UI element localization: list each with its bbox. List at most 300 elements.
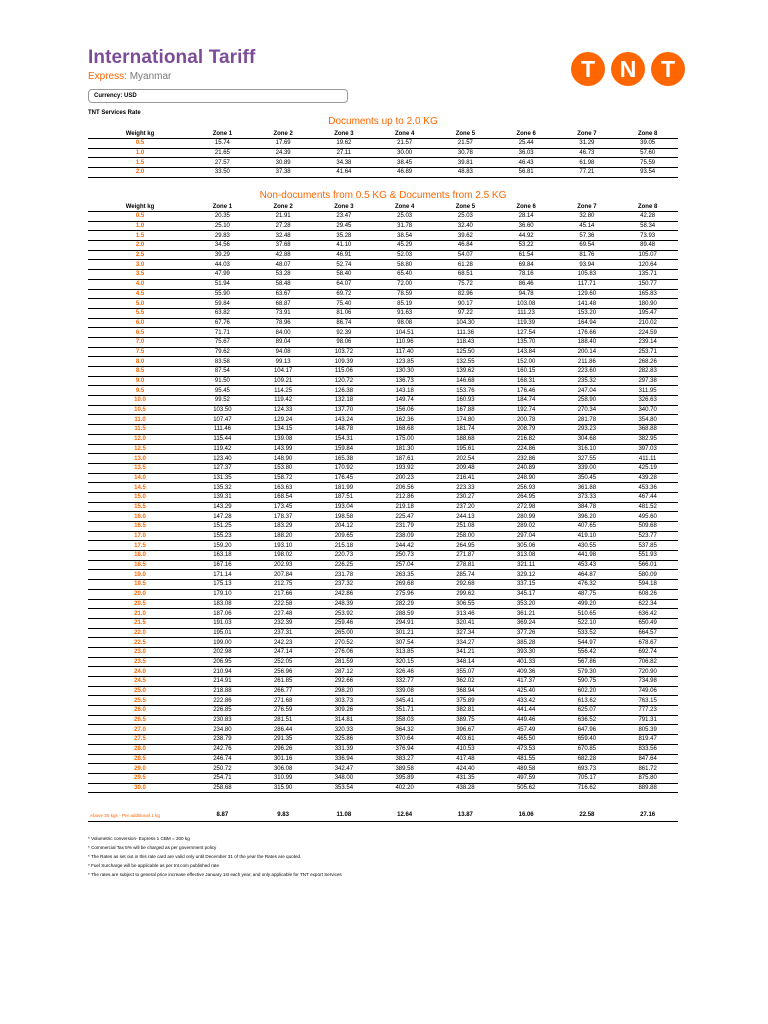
rate-cell: 42.28 — [617, 212, 678, 222]
rate-cell: 433.42 — [496, 696, 557, 706]
rate-cell: 104.17 — [253, 367, 314, 377]
rate-cell: 281.51 — [253, 715, 314, 725]
rate-cell: 389.75 — [435, 715, 496, 725]
logo-letter-n: N — [611, 52, 645, 86]
weight-cell: 11.5 — [88, 425, 192, 435]
weight-cell: 25.0 — [88, 686, 192, 696]
rate-cell: 163.18 — [192, 551, 253, 561]
rate-cell: 45.29 — [374, 241, 435, 251]
weight-cell: 1.0 — [88, 148, 192, 158]
rate-cell: 75.40 — [314, 299, 375, 309]
rate-cell: 247.14 — [253, 647, 314, 657]
rate-cell: 523.77 — [617, 531, 678, 541]
weight-cell: 28.0 — [88, 744, 192, 754]
rate-cell: 223.33 — [435, 483, 496, 493]
rate-cell: 132.18 — [314, 396, 375, 406]
rate-cell: 409.36 — [496, 667, 557, 677]
tnt-logo — [571, 52, 691, 86]
rate-cell: 20.35 — [192, 212, 253, 222]
rate-cell: 579.30 — [557, 667, 618, 677]
rate-cell: 231.79 — [374, 522, 435, 532]
rate-cell: 342.47 — [314, 764, 375, 774]
table-row — [88, 551, 678, 561]
weight-cell: 10.5 — [88, 405, 192, 415]
rate-cell: 819.47 — [617, 735, 678, 745]
rate-cell: 225.47 — [374, 512, 435, 522]
rate-cell: 510.65 — [557, 609, 618, 619]
rate-cell: 137.70 — [314, 405, 375, 415]
table-row — [88, 531, 678, 541]
rate-cell: 556.42 — [557, 647, 618, 657]
rate-cell: 307.54 — [374, 638, 435, 648]
rate-cell: 212.86 — [374, 492, 435, 502]
note-item: * Fuel Surcharge will be applicable as per tnt.com published rate — [88, 863, 219, 869]
table-row — [88, 609, 678, 619]
rate-cell: 348.14 — [435, 657, 496, 667]
weight-cell: 12.0 — [88, 434, 192, 444]
weight-cell: 16.5 — [88, 522, 192, 532]
rate-cell: 150.77 — [617, 279, 678, 289]
rate-cell: 191.03 — [192, 618, 253, 628]
weight-header: Weight kg — [88, 203, 192, 212]
rate-cell: 52.74 — [314, 260, 375, 270]
rate-cell: 153.20 — [557, 308, 618, 318]
rate-cell: 467.44 — [617, 492, 678, 502]
rate-cell: 315.90 — [253, 783, 314, 793]
rate-cell: 509.68 — [617, 522, 678, 532]
rate-cell: 206.56 — [374, 483, 435, 493]
rate-cell: 135.71 — [617, 270, 678, 280]
non-documents-rate-table — [88, 203, 678, 793]
rate-cell: 625.07 — [557, 706, 618, 716]
rate-cell: 34.38 — [314, 158, 375, 168]
rate-cell: 90.17 — [435, 299, 496, 309]
rate-cell: 93.54 — [617, 168, 678, 178]
rate-cell: 299.62 — [435, 589, 496, 599]
weight-cell: 1.5 — [88, 158, 192, 168]
weight-cell: 29.5 — [88, 773, 192, 783]
rate-cell: 336.94 — [314, 754, 375, 764]
rate-cell: 183.08 — [192, 599, 253, 609]
rate-cell: 23.47 — [314, 212, 375, 222]
rate-cell: 37.68 — [253, 241, 314, 251]
rate-cell: 83.58 — [192, 357, 253, 367]
rate-cell: 209.48 — [435, 463, 496, 473]
rate-cell: 77.21 — [557, 168, 618, 178]
table-row — [88, 628, 678, 638]
rate-cell: 242.86 — [314, 589, 375, 599]
rate-cell: 86.46 — [496, 279, 557, 289]
rate-cell: 297.04 — [496, 531, 557, 541]
rate-cell: 351.71 — [374, 706, 435, 716]
rate-cell: 311.95 — [617, 386, 678, 396]
rate-cell: 224.59 — [617, 328, 678, 338]
weight-cell: 6.0 — [88, 318, 192, 328]
weight-cell: 2.5 — [88, 250, 192, 260]
rate-cell: 78.96 — [253, 318, 314, 328]
rate-cell: 32.80 — [557, 212, 618, 222]
rate-cell: 21.91 — [253, 212, 314, 222]
rate-cell: 481.52 — [617, 502, 678, 512]
subtitle-value: Myanmar — [129, 71, 172, 82]
note-item: * Volumetric conversion- Express 1 CBM = 200 kg — [88, 836, 190, 841]
rate-cell: 332.77 — [374, 677, 435, 687]
rate-cell: 94.78 — [496, 289, 557, 299]
rate-cell: 271.87 — [435, 551, 496, 561]
rate-cell: 72.00 — [374, 279, 435, 289]
rate-cell: 57.36 — [557, 231, 618, 241]
rate-cell: 46.43 — [496, 158, 557, 168]
rate-cell: 636.52 — [557, 715, 618, 725]
rate-cell: 353.54 — [314, 783, 375, 793]
weight-cell: 23.5 — [88, 657, 192, 667]
rate-cell: 368.94 — [435, 686, 496, 696]
rate-cell: 320.41 — [435, 618, 496, 628]
weight-cell: 6.5 — [88, 328, 192, 338]
rate-cell: 382.95 — [617, 434, 678, 444]
rate-cell: 339.00 — [557, 463, 618, 473]
rate-cell: 36.03 — [496, 148, 557, 158]
rate-cell: 29.45 — [314, 221, 375, 231]
rate-cell: 68.51 — [435, 270, 496, 280]
rate-cell: 73.93 — [617, 231, 678, 241]
rate-cell: 184.74 — [496, 396, 557, 406]
rate-cell: 232.86 — [496, 454, 557, 464]
rate-cell: 305.06 — [496, 541, 557, 551]
rate-cell: 28.14 — [496, 212, 557, 222]
rate-cell: 261.85 — [253, 677, 314, 687]
rate-cell: 195.01 — [192, 628, 253, 638]
rate-cell: 282.29 — [374, 599, 435, 609]
zone-header-5: Zone 5 — [435, 130, 496, 139]
non-documents-title: Non-documents from 0.5 KG & Documents from 2.5 KG — [259, 190, 507, 201]
rate-cell: 146.68 — [435, 376, 496, 386]
weight-cell: 7.0 — [88, 337, 192, 347]
weight-cell: 0.5 — [88, 139, 192, 149]
rate-cell: 417.48 — [435, 754, 496, 764]
rate-cell: 227.48 — [253, 609, 314, 619]
rate-cell: 327.55 — [557, 454, 618, 464]
rate-cell: 46.84 — [435, 241, 496, 251]
above-30kg-value: 8.87 — [216, 812, 229, 818]
rate-cell: 242.76 — [192, 744, 253, 754]
rate-cell: 78.16 — [496, 270, 557, 280]
rate-cell: 282.83 — [617, 367, 678, 377]
table-row — [88, 725, 678, 735]
rate-cell: 58.80 — [374, 260, 435, 270]
logo-letter-t2: T — [651, 52, 685, 86]
rate-cell: 165.38 — [314, 454, 375, 464]
rate-cell: 86.74 — [314, 318, 375, 328]
rate-cell: 25.10 — [192, 221, 253, 231]
rate-cell: 192.74 — [496, 405, 557, 415]
rate-cell: 207.84 — [253, 570, 314, 580]
weight-cell: 1.0 — [88, 221, 192, 231]
rate-cell: 377.26 — [496, 628, 557, 638]
rate-cell: 301.16 — [253, 754, 314, 764]
rate-cell: 159.20 — [192, 541, 253, 551]
rate-cell: 402.20 — [374, 783, 435, 793]
rate-cell: 464.87 — [557, 570, 618, 580]
weight-cell: 8.0 — [88, 357, 192, 367]
table-row — [88, 647, 678, 657]
rate-cell: 244.13 — [435, 512, 496, 522]
rate-cell: 200.78 — [496, 415, 557, 425]
rate-cell: 304.68 — [557, 434, 618, 444]
rate-cell: 417.37 — [496, 677, 557, 687]
rate-cell: 129.60 — [557, 289, 618, 299]
rate-cell: 48.07 — [253, 260, 314, 270]
weight-cell: 30.0 — [88, 783, 192, 793]
weight-cell: 0.5 — [88, 212, 192, 222]
rate-cell: 763.15 — [617, 696, 678, 706]
rate-cell: 256.93 — [496, 483, 557, 493]
rate-cell: 34.56 — [192, 241, 253, 251]
above-30kg-value: 27.16 — [640, 812, 656, 818]
rate-cell: 749.06 — [617, 686, 678, 696]
rate-cell: 275.96 — [374, 589, 435, 599]
rate-cell: 833.56 — [617, 744, 678, 754]
table-row — [88, 158, 678, 168]
rate-cell: 204.12 — [314, 522, 375, 532]
rate-cell: 453.36 — [617, 483, 678, 493]
rate-cell: 195.47 — [617, 308, 678, 318]
rate-cell: 217.66 — [253, 589, 314, 599]
rate-cell: 476.32 — [557, 580, 618, 590]
rate-cell: 69.54 — [557, 241, 618, 251]
rate-cell: 147.28 — [192, 512, 253, 522]
rate-cell: 174.80 — [435, 415, 496, 425]
rate-cell: 258.68 — [192, 783, 253, 793]
table-row — [88, 386, 678, 396]
rate-cell: 135.70 — [496, 337, 557, 347]
rate-cell: 218.88 — [192, 686, 253, 696]
rate-cell: 53.28 — [253, 270, 314, 280]
rate-cell: 268.26 — [617, 357, 678, 367]
rate-cell: 58.48 — [253, 279, 314, 289]
rate-cell: 716.62 — [557, 783, 618, 793]
rate-cell: 889.88 — [617, 783, 678, 793]
rate-cell: 264.95 — [496, 492, 557, 502]
rate-cell: 355.07 — [435, 667, 496, 677]
rate-cell: 348.00 — [314, 773, 375, 783]
rate-cell: 350.45 — [557, 473, 618, 483]
rate-cell: 176.45 — [314, 473, 375, 483]
rate-cell: 37.38 — [253, 168, 314, 178]
rate-cell: 237.20 — [435, 502, 496, 512]
rate-cell: 240.89 — [496, 463, 557, 473]
table-row — [88, 415, 678, 425]
rate-cell: 320.15 — [374, 657, 435, 667]
rate-cell: 168.31 — [496, 376, 557, 386]
rate-cell: 152.00 — [496, 357, 557, 367]
table-row — [88, 522, 678, 532]
rate-cell: 117.40 — [374, 347, 435, 357]
rate-cell: 180.90 — [617, 299, 678, 309]
table-row — [88, 754, 678, 764]
rate-cell: 237.32 — [314, 580, 375, 590]
rate-cell: 39.62 — [435, 231, 496, 241]
rate-cell: 325.86 — [314, 735, 375, 745]
rate-cell: 340.70 — [617, 405, 678, 415]
rate-cell: 139.08 — [253, 434, 314, 444]
rate-cell: 230.27 — [435, 492, 496, 502]
rate-cell: 193.04 — [314, 502, 375, 512]
rate-cell: 316.10 — [557, 444, 618, 454]
table-row — [88, 560, 678, 570]
rate-cell: 246.74 — [192, 754, 253, 764]
rate-cell: 441.98 — [557, 551, 618, 561]
rate-cell: 149.74 — [374, 396, 435, 406]
rate-cell: 30.00 — [374, 148, 435, 158]
rate-cell: 168.54 — [253, 492, 314, 502]
rate-cell: 407.65 — [557, 522, 618, 532]
rate-cell: 103.50 — [192, 405, 253, 415]
rate-cell: 179.10 — [192, 589, 253, 599]
weight-cell: 20.0 — [88, 589, 192, 599]
rate-cell: 105.07 — [617, 250, 678, 260]
rate-cell: 269.68 — [374, 580, 435, 590]
table-row — [88, 715, 678, 725]
rate-cell: 288.59 — [374, 609, 435, 619]
rate-cell: 361.88 — [557, 483, 618, 493]
rate-cell: 395.89 — [374, 773, 435, 783]
rate-cell: 67.76 — [192, 318, 253, 328]
above-30kg-value: 11.08 — [336, 812, 352, 818]
rate-cell: 119.42 — [192, 444, 253, 454]
table-row — [88, 260, 678, 270]
rate-cell: 384.78 — [557, 502, 618, 512]
rate-cell: 46.89 — [374, 168, 435, 178]
rate-cell: 119.39 — [496, 318, 557, 328]
table-row — [88, 744, 678, 754]
rate-cell: 337.15 — [496, 580, 557, 590]
rate-cell: 396.20 — [557, 512, 618, 522]
table-row — [88, 367, 678, 377]
rate-cell: 544.97 — [557, 638, 618, 648]
rate-cell: 489.58 — [496, 764, 557, 774]
rate-cell: 244.42 — [374, 541, 435, 551]
rate-cell: 187.51 — [314, 492, 375, 502]
rate-cell: 143.29 — [192, 502, 253, 512]
rate-cell: 129.24 — [253, 415, 314, 425]
rate-cell: 68.87 — [253, 299, 314, 309]
rate-cell: 176.66 — [557, 328, 618, 338]
rate-cell: 27.57 — [192, 158, 253, 168]
rate-cell: 208.79 — [496, 425, 557, 435]
rate-cell: 95.45 — [192, 386, 253, 396]
weight-header: Weight kg — [88, 130, 192, 139]
rate-cell: 326.46 — [374, 667, 435, 677]
weight-cell: 16.0 — [88, 512, 192, 522]
rate-cell: 119.42 — [253, 396, 314, 406]
weight-cell: 17.0 — [88, 531, 192, 541]
rate-cell: 329.12 — [496, 570, 557, 580]
rate-cell: 29.83 — [192, 231, 253, 241]
rate-cell: 48.83 — [435, 168, 496, 178]
rate-cell: 396.67 — [435, 725, 496, 735]
rate-cell: 64.07 — [314, 279, 375, 289]
rate-cell: 125.50 — [435, 347, 496, 357]
rate-cell: 266.77 — [253, 686, 314, 696]
rate-cell: 181.74 — [435, 425, 496, 435]
weight-cell: 26.5 — [88, 715, 192, 725]
rate-cell: 193.92 — [374, 463, 435, 473]
rate-cell: 293.23 — [557, 425, 618, 435]
rate-cell: 791.31 — [617, 715, 678, 725]
rate-cell: 92.39 — [314, 328, 375, 338]
rate-cell: 375.89 — [435, 696, 496, 706]
rate-cell: 522.10 — [557, 618, 618, 628]
rate-cell: 331.39 — [314, 744, 375, 754]
rate-cell: 401.33 — [496, 657, 557, 667]
weight-cell: 9.0 — [88, 376, 192, 386]
above-30kg-value: 22.58 — [579, 812, 595, 818]
rate-cell: 296.26 — [253, 744, 314, 754]
rate-cell: 25.03 — [435, 212, 496, 222]
rate-cell: 594.18 — [617, 580, 678, 590]
weight-cell: 21.0 — [88, 609, 192, 619]
rate-cell: 51.94 — [192, 279, 253, 289]
table-row — [88, 168, 678, 178]
non-documents-header-row — [88, 203, 678, 212]
rate-cell: 238.09 — [374, 531, 435, 541]
rate-cell: 25.03 — [374, 212, 435, 222]
weight-cell: 19.0 — [88, 570, 192, 580]
rate-cell: 120.72 — [314, 376, 375, 386]
rate-cell: 21.57 — [435, 139, 496, 149]
rate-cell: 52.03 — [374, 250, 435, 260]
table-row — [88, 270, 678, 280]
rate-cell: 36.60 — [496, 221, 557, 231]
table-row — [88, 764, 678, 774]
rate-cell: 411.11 — [617, 454, 678, 464]
zone-header-3: Zone 3 — [314, 130, 375, 139]
above-30kg-rule — [88, 821, 678, 822]
rate-cell: 87.54 — [192, 367, 253, 377]
rate-cell: 314.81 — [314, 715, 375, 725]
weight-cell: 2.0 — [88, 168, 192, 178]
rate-cell: 321.11 — [496, 560, 557, 570]
rate-cell: 44.03 — [192, 260, 253, 270]
weight-cell: 8.5 — [88, 367, 192, 377]
rate-cell: 158.72 — [253, 473, 314, 483]
rate-cell: 65.40 — [374, 270, 435, 280]
above-30kg-value: 13.87 — [457, 812, 473, 818]
zone-header-1: Zone 1 — [192, 203, 253, 212]
rate-cell: 210.94 — [192, 667, 253, 677]
rate-cell: 46.73 — [557, 148, 618, 158]
rate-cell: 457.49 — [496, 725, 557, 735]
rate-cell: 385.28 — [496, 638, 557, 648]
note-item: * The rates are subject to general price increase effective January 1st each year, and only applicable for TNT export Services — [88, 872, 342, 878]
rate-cell: 362.02 — [435, 677, 496, 687]
rate-cell: 69.84 — [496, 260, 557, 270]
rate-cell: 270.52 — [314, 638, 375, 648]
rate-cell: 370.64 — [374, 735, 435, 745]
rate-cell: 220.73 — [314, 551, 375, 561]
rate-cell: 291.35 — [253, 735, 314, 745]
rate-cell: 200.14 — [557, 347, 618, 357]
rate-cell: 533.52 — [557, 628, 618, 638]
rate-cell: 354.80 — [617, 415, 678, 425]
rate-cell: 473.53 — [496, 744, 557, 754]
rate-cell: 183.29 — [253, 522, 314, 532]
rate-cell: 115.44 — [192, 434, 253, 444]
above-30kg-value: 9.83 — [277, 812, 289, 818]
rate-cell: 127.54 — [496, 328, 557, 338]
rate-cell: 202.54 — [435, 454, 496, 464]
